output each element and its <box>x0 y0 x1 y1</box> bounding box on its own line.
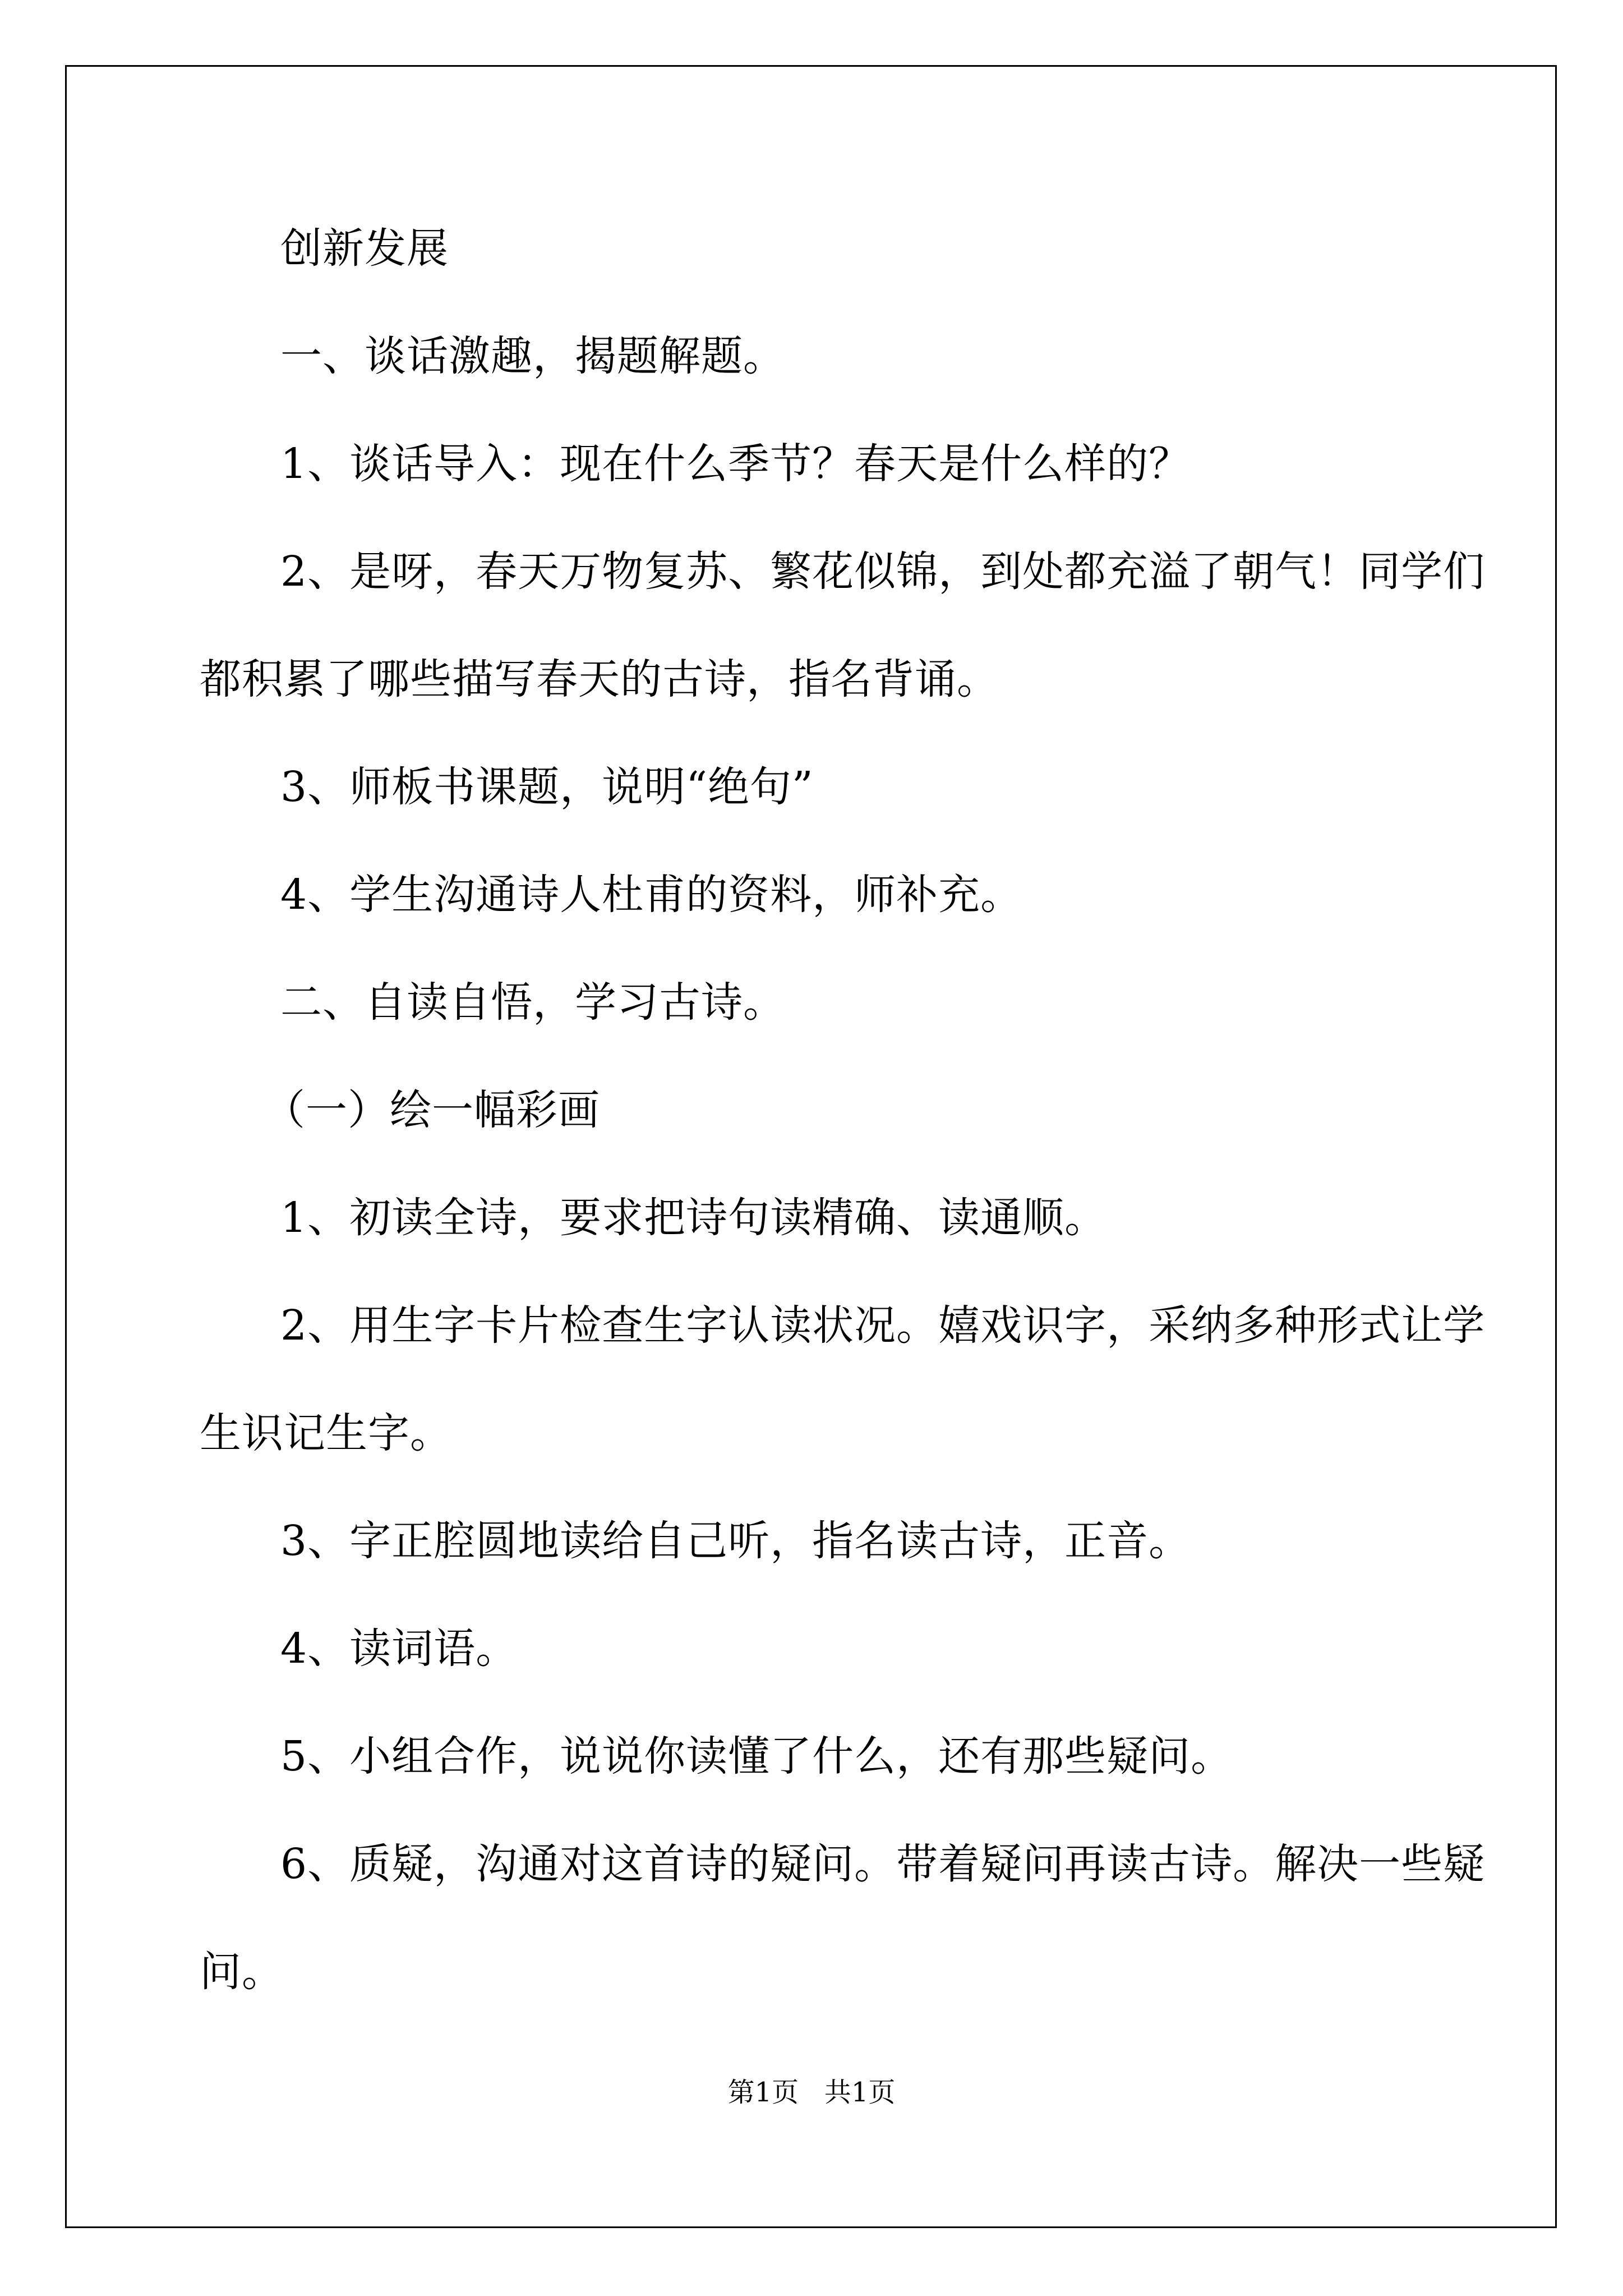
paragraph-line: 1、谈话导入：现在什么季节？春天是什么样的？ <box>280 440 1191 488</box>
paragraph-line: 2、用生字卡片检查生字认读状况。嬉戏识字，采纳多种形式让学 <box>280 1301 1486 1350</box>
page-border <box>65 65 1557 2228</box>
page-number-footer: 第1页 共1页 <box>727 2077 896 2108</box>
section-heading-2: 二、自读自悟，学习古诗。 <box>280 978 785 1027</box>
paragraph-heading-innovation: 创新发展 <box>280 224 449 273</box>
paragraph-line: 6、质疑，沟通对这首诗的疑问。带着疑问再读古诗。解决一些疑 <box>280 1840 1486 1888</box>
section-heading-1: 一、谈话激趣，揭题解题。 <box>280 332 785 380</box>
paragraph-line: 3、师板书课题，说明“绝句” <box>280 763 814 811</box>
paragraph-line: 1、初读全诗，要求把诗句读精确、读通顺。 <box>280 1194 1107 1242</box>
paragraph-line: 5、小组合作，说说你读懂了什么，还有那些疑问。 <box>280 1732 1233 1780</box>
paragraph-line-continued: 生识记生字。 <box>200 1409 452 1457</box>
paragraph-line: 4、读词语。 <box>280 1625 518 1673</box>
paragraph-line: 4、学生沟通诗人杜甫的资料，师补充。 <box>280 871 1023 919</box>
subsection-heading: （一）绘一幅彩画 <box>264 1086 600 1134</box>
paragraph-line: 3、字正腔圆地读给自己听，指名读古诗，正音。 <box>280 1517 1191 1565</box>
paragraph-line-continued: 问。 <box>200 1948 284 1996</box>
paragraph-line: 2、是呀，春天万物复苏、繁花似锦，到处都充溢了朝气！同学们 <box>280 547 1486 596</box>
paragraph-line-continued: 都积累了哪些描写春天的古诗，指名背诵。 <box>200 655 999 703</box>
